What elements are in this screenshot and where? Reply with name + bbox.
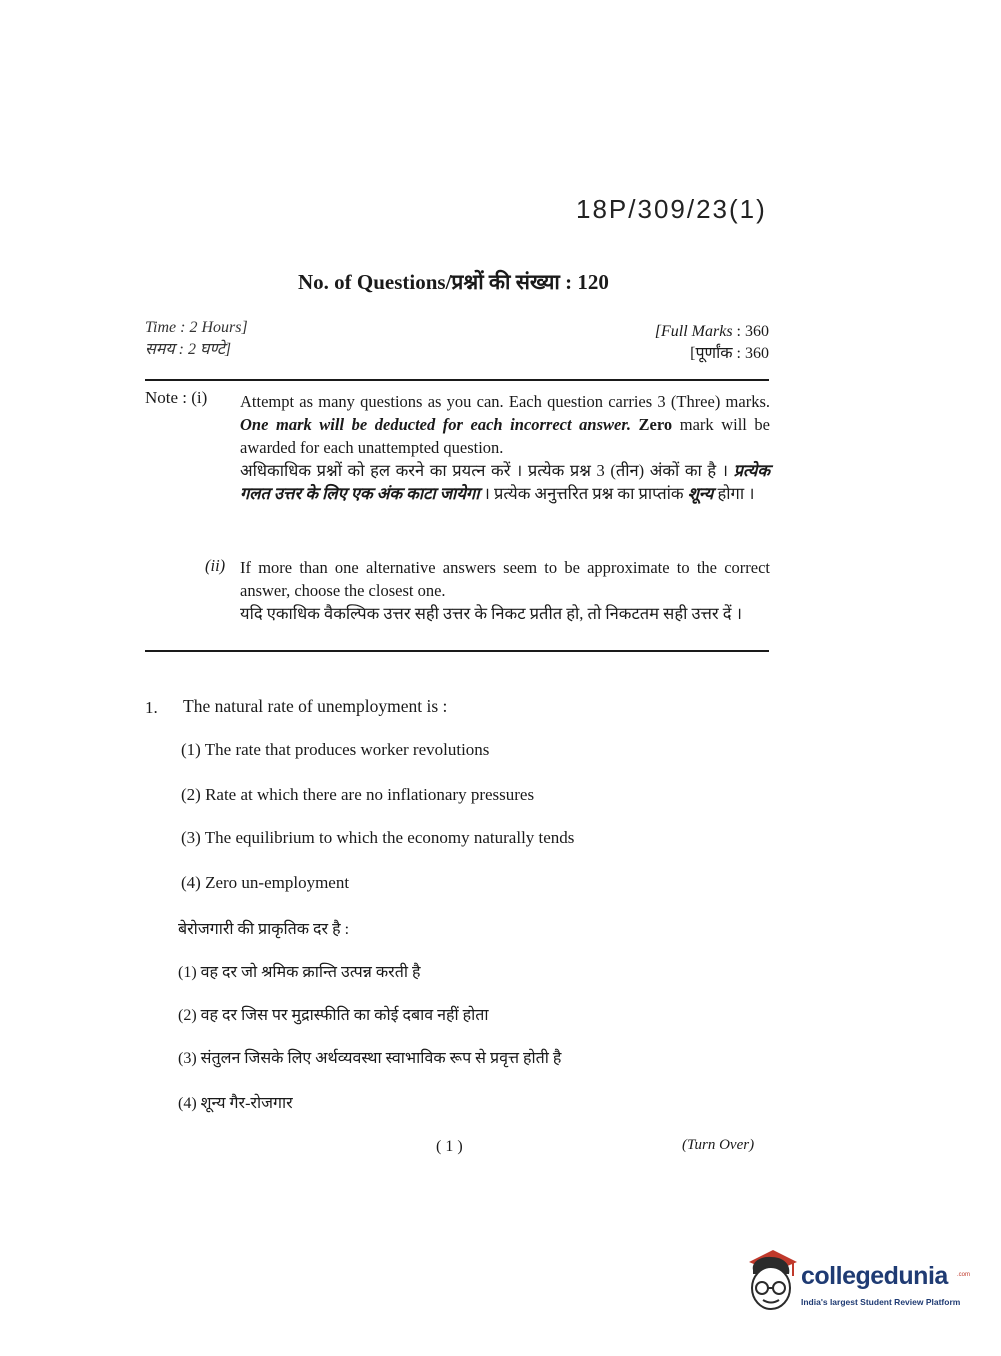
full-marks-label: [Full Marks bbox=[654, 323, 733, 340]
option-hi-3: (3) संतुलन जिसके लिए अर्थव्यवस्था स्वाभाविक रूप से प्रवृत्त होती है bbox=[178, 1050, 562, 1067]
note-i-hi-1: अधिकाधिक प्रश्नों को हल करने का प्रयत्न करें । प्रत्येक प्रश्न 3 (तीन) अंकों का है । bbox=[240, 461, 728, 480]
option-hi-4: (4) शून्य गैर-रोजगार bbox=[178, 1095, 293, 1112]
watermark-brand: collegedunia bbox=[801, 1262, 948, 1290]
option-en-4: (4) Zero un-employment bbox=[181, 873, 350, 892]
note-i-hi-bold: प्रत्येक गलत उत्तर के लिए एक अंक काटा जायेगा bbox=[240, 461, 771, 503]
page-number: ( 1 ) bbox=[436, 1138, 463, 1155]
full-marks-value: : 360 bbox=[736, 323, 769, 340]
time-hindi: समय : 2 घण्टे] bbox=[145, 341, 232, 358]
full-marks-english bbox=[655, 321, 769, 343]
full-marks-hindi: [पूर्णांक : 360 bbox=[690, 345, 769, 362]
note-ii-hindi: यदि एकाधिक वैकल्पिक उत्तर सही उत्तर के निकट प्रतीत हो, तो निकटतम सही उत्तर दें । bbox=[240, 604, 742, 623]
divider-top bbox=[145, 379, 769, 381]
time-allowed bbox=[145, 317, 248, 361]
time-english: Time : 2 Hours] bbox=[145, 319, 248, 336]
watermark-tagline: India's largest Student Review Platform bbox=[801, 1297, 961, 1307]
note-i-en-2: mark will be awarded for each unattempted question. bbox=[240, 415, 771, 457]
note-i-hi-2: । प्रत्येक अनुत्तरित प्रश्न का प्राप्तांक bbox=[483, 484, 684, 503]
note-ii-label: (ii) bbox=[205, 556, 226, 575]
question-text-hindi: बेरोजगारी की प्राकृतिक दर है : bbox=[178, 921, 350, 938]
watermark-com: .com bbox=[957, 1272, 971, 1278]
option-hi-2: (2) वह दर जिस पर मुद्रास्फीति का कोई दबाव नहीं होता bbox=[178, 1007, 489, 1024]
note-ii bbox=[240, 556, 770, 625]
divider-bottom bbox=[145, 650, 769, 652]
note-i bbox=[240, 390, 770, 505]
note-i-en-bold: One mark will be deducted for each incorrect answer. bbox=[240, 415, 631, 434]
note-i-hi-zero: शून्य bbox=[687, 484, 714, 503]
note-i-en-zero: Zero bbox=[638, 415, 673, 434]
question-text-english: The natural rate of unemployment is : bbox=[183, 696, 448, 716]
option-hi-1: (1) वह दर जो श्रमिक क्रान्ति उत्पन्न करती है bbox=[178, 964, 421, 981]
note-label: Note : (i) bbox=[145, 388, 208, 407]
page-title: No. of Questions/प्रश्नों की संख्या : 120 bbox=[298, 270, 609, 294]
note-ii-english: If more than one alternative answers seem to be approximate to the correct answer, choose the closest one. bbox=[240, 558, 770, 600]
note-i-hi-3: होगा । bbox=[717, 484, 755, 503]
turn-over: (Turn Over) bbox=[682, 1137, 755, 1153]
option-en-3: (3) The equilibrium to which the economy naturally tends bbox=[181, 828, 575, 847]
note-i-en-1: Attempt as many questions as you can. Each question carries 3 (Three) marks. bbox=[240, 392, 770, 411]
collegedunia-logo-icon bbox=[741, 1248, 801, 1316]
question-number: 1. bbox=[145, 698, 158, 717]
paper-code: 18P/309/23(1) bbox=[576, 194, 767, 224]
option-en-1: (1) The rate that produces worker revolutions bbox=[181, 740, 490, 759]
option-en-2: (2) Rate at which there are no inflationary pressures bbox=[181, 785, 535, 804]
full-marks bbox=[655, 321, 769, 365]
